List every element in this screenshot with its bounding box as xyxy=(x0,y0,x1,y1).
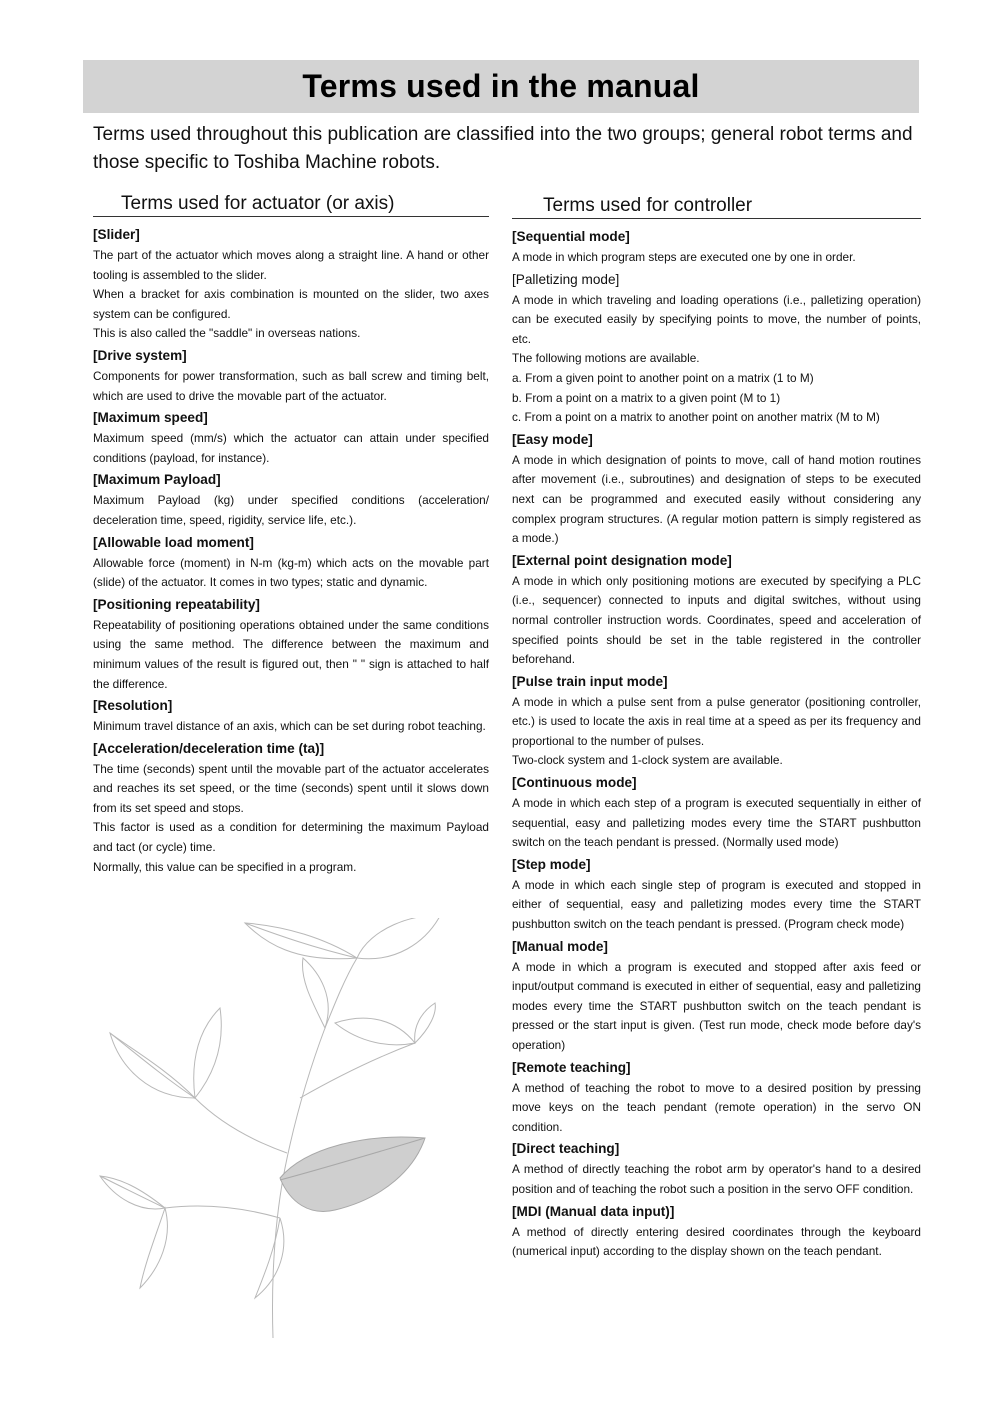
term-title: [Positioning repeatability] xyxy=(93,596,260,612)
term-description xyxy=(93,616,489,694)
term-description xyxy=(93,429,489,468)
term-description xyxy=(512,248,921,268)
term-paragraph: When a bracket for axis combination is mounted on the slider, two axes system can be configured. xyxy=(93,287,489,321)
term-acceleration-deceleration-time-ta xyxy=(93,739,489,878)
term-paragraph: Normally, this value can be specified in a program. xyxy=(93,859,357,874)
term-description xyxy=(93,760,489,878)
term-description xyxy=(512,958,921,1056)
term-paragraph: This factor is used as a condition for determining the maximum Payload and tact (or cycle) time. xyxy=(93,820,489,855)
term-mdi-manual-data-input xyxy=(512,1202,921,1262)
term-title: [Pulse train input mode] xyxy=(512,673,668,689)
term-paragraph: Components for power transformation, such as ball screw and timing belt, which are used to drive the movable part of the actuator. xyxy=(93,368,489,403)
term-paragraph: Repeatability of positioning operations obtained under the same conditions using the same method. The difference between the maximum and minimum values of the result is figured out, then " " sign is attached to half the difference. xyxy=(93,617,489,691)
controller-terms-list xyxy=(512,227,921,1262)
term-paragraph: a. From a given point to another point on a matrix (1 to M) xyxy=(512,370,814,385)
term-paragraph: A mode in which each step of a program is executed sequentially in either of sequential, easy and palletizing modes every time the START pushbutton switch on the teach pendant is pressed. (Normally used mode) xyxy=(512,796,921,850)
actuator-terms-list xyxy=(93,225,489,877)
term-title: [Allowable load moment] xyxy=(93,534,254,550)
term-description xyxy=(93,554,489,593)
term-paragraph: This is also called the "saddle" in overseas nations. xyxy=(93,326,361,341)
term-paragraph: A method of teaching the robot to move to a desired position by pressing move keys on the teach pendant (remote operation) in the servo ON condition. xyxy=(512,1080,921,1134)
term-paragraph: A mode in which designation of points to move, call of hand motion routines after movement (i.e., subroutines) and designation of steps to be executed next can be programmed and executed easily without considering any complex program structures. (A regular motion pattern is simply registered as a mode.) xyxy=(512,452,921,546)
term-palletizing-mode xyxy=(512,270,921,428)
term-title: [Maximum speed] xyxy=(93,410,208,426)
term-description xyxy=(93,367,489,406)
actuator-terms-column xyxy=(93,192,489,877)
controller-terms-column xyxy=(512,192,921,1262)
term-paragraph: The following motions are available. xyxy=(512,351,700,366)
term-paragraph: b. From a point on a matrix to a given point (M to 1) xyxy=(512,390,781,405)
term-description xyxy=(512,1223,921,1262)
term-title: [Easy mode] xyxy=(512,431,593,447)
term-maximum-speed xyxy=(93,408,489,468)
term-description xyxy=(93,717,489,737)
term-allowable-load-moment xyxy=(93,533,489,593)
term-step-mode xyxy=(512,855,921,935)
term-title: [Drive system] xyxy=(93,347,187,363)
controller-terms-heading: Terms used for controller xyxy=(512,194,921,219)
term-description xyxy=(512,1160,921,1199)
term-description xyxy=(512,794,921,853)
term-drive-system xyxy=(93,346,489,406)
term-paragraph: Maximum speed (mm/s) which the actuator can attain under specified conditions (payload, for instance). xyxy=(93,431,489,465)
page-title: Terms used in the manual xyxy=(302,68,700,104)
term-description xyxy=(512,876,921,935)
term-description xyxy=(512,693,921,771)
term-title: [Manual mode] xyxy=(512,938,608,954)
term-manual-mode xyxy=(512,937,921,1056)
term-slider xyxy=(93,225,489,344)
term-title: [Sequential mode] xyxy=(512,229,630,244)
term-description xyxy=(512,1079,921,1138)
term-direct-teaching xyxy=(512,1139,921,1199)
term-paragraph: A mode in which a program is executed and stopped after axis feed or input/output command is executed in either of sequential, easy and palletizing modes every time the START pushbutton switch on the teach pendant is pressed or the start input is given. (Test run mode, check mode before day's operation) xyxy=(512,959,921,1052)
term-remote-teaching xyxy=(512,1058,921,1138)
term-easy-mode xyxy=(512,430,921,549)
term-sequential-mode xyxy=(512,227,921,268)
term-description xyxy=(93,491,489,530)
term-paragraph: A mode in which only positioning motions are executed by specifying a PLC (i.e., sequencer) connected to inputs and digital switches, without using normal controller instruction words. Coordinates, speed and acceleration of specified points should be set in the table registered in the controller beforehand. xyxy=(512,573,921,667)
term-title: [Resolution] xyxy=(93,698,173,714)
title-bar xyxy=(83,60,919,113)
term-paragraph: Maximum Payload (kg) under specified conditions (acceleration/ deceleration time, speed, rigidity, service life, etc.). xyxy=(93,493,489,527)
term-paragraph: Allowable force (moment) in N-m (kg-m) which acts on the movable part (slide) of the actuator. It comes in two types; static and dynamic. xyxy=(93,555,489,590)
term-maximum-payload xyxy=(93,470,489,530)
term-title: [MDI (Manual data input)] xyxy=(512,1203,675,1219)
term-paragraph: A mode in which traveling and loading operations (i.e., palletizing operation) can be executed easily by specifying points to move, the number of points, etc. xyxy=(512,292,921,346)
term-description xyxy=(512,572,921,670)
term-description xyxy=(93,246,489,344)
term-title: [External point designation mode] xyxy=(512,552,732,568)
term-title: [Step mode] xyxy=(512,856,591,872)
term-external-point-designation-mode xyxy=(512,551,921,670)
term-paragraph: A mode in which program steps are executed one by one in order. xyxy=(512,250,856,264)
term-paragraph: A mode in which a pulse sent from a pulse generator (positioning controller, etc.) is used to locate the axis in real time at a speed as per its frequency and proportional to the number of pulses. xyxy=(512,694,921,748)
term-paragraph: Two-clock system and 1-clock system are available. xyxy=(512,753,783,768)
term-positioning-repeatability xyxy=(93,595,489,694)
term-title: [Remote teaching] xyxy=(512,1059,631,1075)
leaf-branch-illustration xyxy=(95,918,445,1338)
term-description xyxy=(512,291,921,428)
intro-text: Terms used throughout this publication are classified into the two groups; general robot terms and those specific to Toshiba Machine robots. xyxy=(93,124,913,173)
term-continuous-mode xyxy=(512,773,921,853)
term-paragraph: The time (seconds) spent until the movable part of the actuator accelerates and reaches its set speed, or the time (seconds) spent until it slows down from its set speed and stops. xyxy=(93,761,489,815)
term-title: [Acceleration/deceleration time (ta)] xyxy=(93,740,325,756)
term-title: [Direct teaching] xyxy=(512,1141,620,1157)
actuator-terms-heading: Terms used for actuator (or axis) xyxy=(93,192,489,217)
term-paragraph: A mode in which each single step of program is executed and stopped in either of sequential, easy and palletizing modes every time the START pushbutton switch on the teach pendant is pressed. (Program check mode) xyxy=(512,877,921,932)
term-title: [Palletizing mode] xyxy=(512,271,620,287)
term-pulse-train-input-mode xyxy=(512,672,921,771)
term-resolution xyxy=(93,696,489,737)
term-title: [Slider] xyxy=(93,227,140,242)
term-paragraph: The part of the actuator which moves along a straight line. A hand or other tooling is assembled to the slider. xyxy=(93,248,489,282)
term-paragraph: Minimum travel distance of an axis, which can be set during robot teaching. xyxy=(93,719,486,734)
term-description xyxy=(512,451,921,549)
term-paragraph: c. From a point on a matrix to another point on another matrix (M to M) xyxy=(512,410,880,425)
term-title: [Maximum Payload] xyxy=(93,472,221,488)
term-paragraph: A method of directly entering desired coordinates through the keyboard (numerical input) according to the display shown on the teach pendant. xyxy=(512,1224,921,1259)
term-paragraph: A method of directly teaching the robot arm by operator's hand to a desired position and of teaching the robot such a position in the servo OFF condition. xyxy=(512,1162,921,1196)
term-title: [Continuous mode] xyxy=(512,775,637,791)
